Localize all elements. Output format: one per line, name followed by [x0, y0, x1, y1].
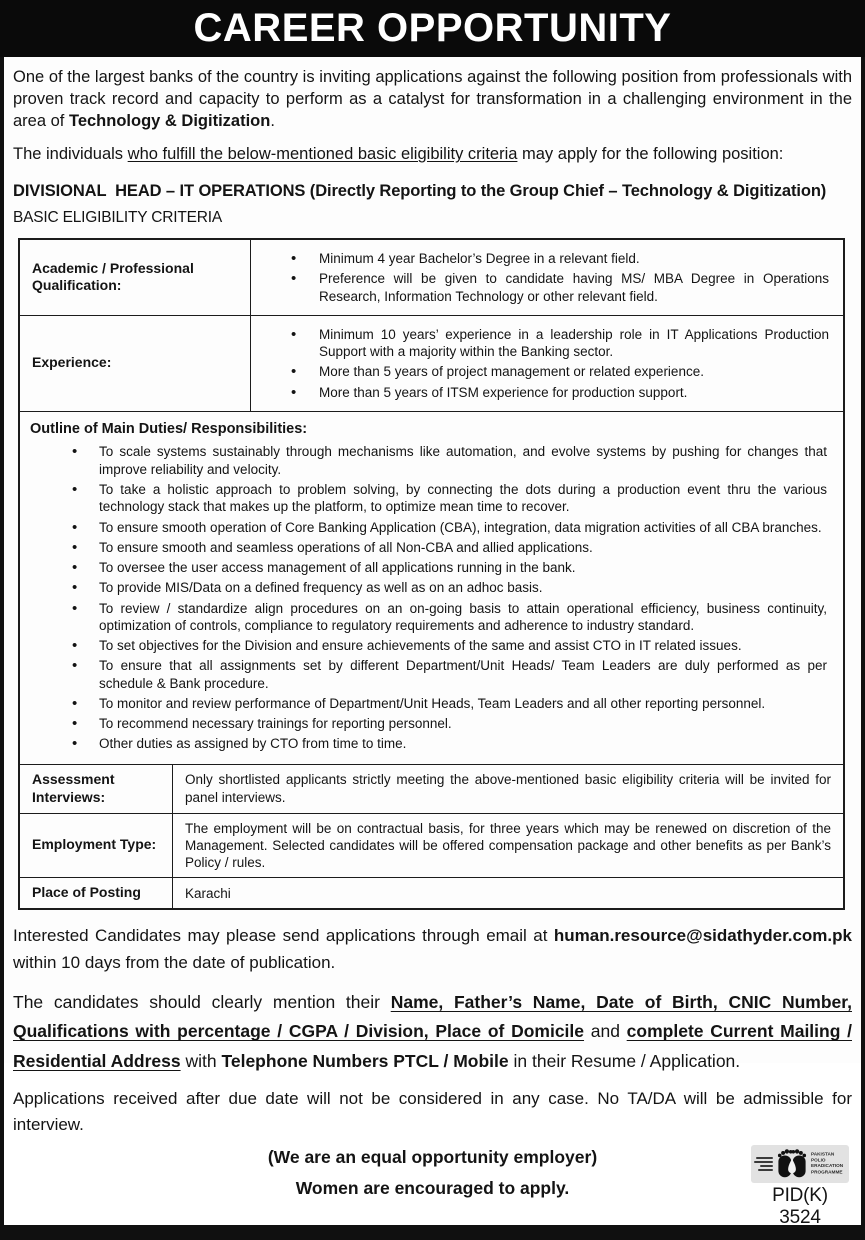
- bullet-item: • To oversee the user access management of all applications running in the bank.: [72, 559, 827, 576]
- bullet-item: • To ensure that all assignments set by different Department/Unit Heads/ Team Leaders are duly performed as per schedule & Bank procedure.: [72, 657, 827, 692]
- table-row-experience: [20, 315, 843, 411]
- bullet-item: • To set objectives for the Division and ensure achievements of the same and assist CTO in IT related issues.: [72, 637, 827, 654]
- table-row-assessment: [20, 764, 843, 813]
- footer-block: [10, 923, 855, 1228]
- bullet-item: • To ensure smooth and seamless operations of all Non-CBA and allied applications.: [72, 539, 827, 556]
- pid-number: PID(K) 3524: [772, 1184, 828, 1228]
- row-cell-posting: Karachi: [185, 885, 231, 901]
- row-cell-experience: [251, 316, 843, 411]
- bullet-item: • More than 5 years of ITSM experience for production support.: [291, 384, 829, 401]
- bullet-item: • To take a holistic approach to problem solving, by connecting the dots during a production event thru the various technology stack that makes up the platform, to optimize mean time to recover.: [72, 481, 827, 516]
- row-label-assessment: Assessment Interviews:: [20, 765, 173, 813]
- apply-paragraph: Interested Candidates may please send applications through email at human.resource@sidathyder.com.pk within 10 days from the date of publication.: [13, 926, 852, 972]
- footprints-icon: [775, 1148, 809, 1179]
- mention-address: complete Current Mailing / Residential Address: [13, 1021, 852, 1071]
- eligibility-note: The individuals who fulfill the below-mentioned basic eligibility criteria may apply for the following position:: [13, 145, 784, 164]
- duties-heading: Outline of Main Duties/ Responsibilities:: [30, 420, 308, 437]
- table-row-duties: [20, 411, 843, 764]
- duties-section: [20, 412, 843, 764]
- experience-bullet-list: [253, 323, 833, 404]
- mention-required-fields: Name, Father’s Name, Date of Birth, CNIC Number, Qualifications with percentage / CGPA / Division, Place of Domicile: [13, 991, 852, 1042]
- equal-opportunity-line: (We are an equal opportunity employer): [267, 1146, 598, 1167]
- bullet-item: • More than 5 years of project management or related experience.: [291, 363, 829, 380]
- intro-bold-area: Technology & Digitization: [68, 111, 271, 130]
- bullet-item: • To provide MIS/Data on a defined frequency as well as on an adhoc basis.: [72, 579, 827, 596]
- intro-paragraph: One of the largest banks of the country is inviting applications against the following position from professionals with proven track record and capacity to perform as a catalyst for transformation in a challenging environment in the area of Technology & Digitization.: [13, 68, 852, 130]
- position-title: DIVISIONAL HEAD – IT OPERATIONS (Directly Reporting to the Group Chief – Technology & Digitization): [13, 182, 827, 201]
- row-label-employment: Employment Type:: [20, 814, 173, 878]
- ad-body: [0, 57, 865, 1240]
- page-title: CAREER OPPORTUNITY: [193, 6, 672, 50]
- intro-text: One of the largest banks of the country is inviting applications against the following position from professionals with proven track record and capacity to perform as a catalyst for transformation in a challenging environment in the area of: [13, 68, 852, 130]
- bullet-item: • Minimum 4 year Bachelor’s Degree in a relevant field.: [291, 250, 829, 267]
- bullet-item: • Preference will be given to candidate having MS/ MBA Degree in Operations Research, Information Technology or other relevant field.: [291, 270, 829, 305]
- duties-bullet-list: [30, 443, 831, 752]
- urdu-text-lines: [754, 1157, 773, 1171]
- bullet-item: • To recommend necessary trainings for reporting personnel.: [72, 715, 827, 732]
- row-cell-assessment: Only shortlisted applicants strictly meeting the above-mentioned basic eligibility criteria will be invited for panel interviews.: [185, 772, 831, 805]
- table-row-employment: [20, 813, 843, 878]
- bullet-item: • To ensure smooth operation of Core Banking Application (CBA), integration, data migration activities of all CBA branches.: [72, 519, 827, 536]
- women-encouraged-line: Women are encouraged to apply.: [295, 1177, 570, 1198]
- row-cell-qualification: [251, 240, 843, 315]
- table-row-qualification: [20, 240, 843, 315]
- title-band: [0, 0, 865, 57]
- eligibility-table: [18, 238, 845, 910]
- mention-phone: Telephone Numbers PTCL / Mobile: [221, 1050, 509, 1071]
- bullet-item: • Minimum 10 years’ experience in a leadership role in IT Applications Production Support with a majority within the Banking sector.: [291, 326, 829, 361]
- qualification-bullet-list: [253, 247, 833, 308]
- row-label-qualification: Academic / Professional Qualification:: [20, 240, 251, 315]
- bullet-item: • To monitor and review performance of Department/Unit Heads, Team Leaders and all other reporting personnel.: [72, 695, 827, 712]
- criteria-heading: BASIC ELIGIBILITY CRITERIA: [13, 209, 222, 227]
- polio-eradication-logo: [751, 1145, 849, 1183]
- closing-section: [10, 1146, 855, 1228]
- mention-paragraph: The candidates should clearly mention their Name, Father’s Name, Date of Birth, CNIC Number, Qualifications with percentage / CGPA / Division, Place of Domicile and complete Current Mailing / Residential Address with Telephone Numbers PTCL / Mobile in their Resume / Application.: [13, 991, 852, 1071]
- eligibility-underlined: who fulfill the below-mentioned basic eligibility criteria: [127, 145, 518, 164]
- row-label-experience: Experience:: [20, 316, 251, 411]
- bullet-item: • To scale systems sustainably through mechanisms like automation, and evolve systems by pushing for changes that improve reliability and velocity.: [72, 443, 827, 478]
- row-label-posting: Place of Posting: [20, 878, 173, 908]
- row-cell-employment: The employment will be on contractual basis, for three years which may be renewed on discretion of the Management. Selected candidates will be offered compensation package and other benefits as per Bank’s Policy / rules.: [185, 820, 831, 871]
- polio-logo-caption: PAKISTAN POLIO ERADICATION PROGRAMME: [811, 1152, 844, 1175]
- polio-logo-block: [751, 1145, 849, 1229]
- table-row-posting: [20, 877, 843, 908]
- bullet-item: • To review / standardize align procedures on an on-going basis to attain operational efficiency, business continuity, optimization of controls, compliance to regulatory requirements and adherence to industry standard.: [72, 600, 827, 635]
- deadline-paragraph: Applications received after due date will not be considered in any case. No TA/DA will be admissible for interview.: [13, 1089, 852, 1135]
- apply-email: human.resource@sidathyder.com.pk: [553, 926, 852, 946]
- bullet-item: • Other duties as assigned by CTO from time to time.: [72, 735, 827, 752]
